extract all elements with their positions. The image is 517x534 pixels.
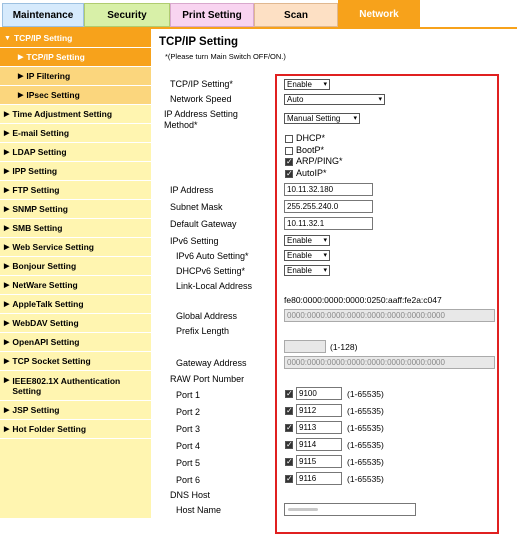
sidebar-item-label: AppleTalk Setting [12,299,84,309]
chevron-down-icon: ▾ [323,267,327,274]
triangle-right-icon: ▶ [4,320,10,327]
autoip-label: AutoIP* [296,168,327,178]
sidebar-item-label: TCP Socket Setting [12,356,91,366]
triangle-right-icon: ▶ [4,225,10,232]
ipv6-setting-label: IPv6 Setting [170,236,219,246]
chevron-down-icon: ▾ [353,115,357,122]
sidebar [0,29,151,518]
redacted-text [288,508,318,511]
ip-method-label: IP Address Setting Method* [164,109,238,130]
sidebar-item-label: WebDAV Setting [12,318,79,328]
sidebar-item-jsp[interactable] [0,401,151,420]
port-4-input[interactable]: 9114 [296,438,342,451]
chevron-down-icon: ▾ [323,237,327,244]
restart-note: *(Please turn Main Switch OFF/ON.) [165,52,286,61]
bootp-label: BootP* [296,145,325,155]
default-gateway-label: Default Gateway [170,219,237,229]
ip-method-select[interactable]: Manual Setting ▾ [284,113,360,124]
ip-address-input[interactable]: 10.11.32.180 [284,183,373,196]
dns-host-label: DNS Host [170,490,211,500]
triangle-right-icon: ▶ [4,168,10,175]
sidebar-item-label: LDAP Setting [12,147,67,157]
network-speed-select[interactable]: Auto ▾ [284,94,385,105]
arp-ping-label: ARP/PING* [296,156,343,166]
default-gateway-input[interactable]: 10.11.32.1 [284,217,373,230]
sidebar-item-time-adjustment[interactable] [0,105,151,124]
port-2-range: (1-65535) [347,406,384,416]
triangle-right-icon: ▶ [4,206,10,213]
triangle-right-icon: ▶ [4,244,10,251]
sidebar-item-smb[interactable] [0,219,151,238]
sidebar-item-label: TCP/IP Setting [13,33,73,43]
triangle-right-icon: ▶ [4,111,10,118]
port-2-label: Port 2 [176,407,201,417]
chevron-down-icon: ▾ [323,252,327,259]
subnet-mask-input[interactable]: 255.255.240.0 [284,200,373,213]
tcpip-setting-label: TCP/IP Setting* [170,79,233,89]
arp-ping-checkbox[interactable]: ✓ [286,157,293,166]
port-1-label: Port 1 [176,390,201,400]
sidebar-item-label: IPP Setting [12,166,58,176]
sidebar-item-email[interactable] [0,124,151,143]
gateway-address-label: Gateway Address [176,358,247,368]
sidebar-item-netware[interactable] [0,276,151,295]
port-5-input[interactable]: 9115 [296,455,342,468]
port-2-checkbox[interactable]: ✓ [286,406,293,415]
sidebar-item-ieee8021x[interactable] [0,371,151,401]
triangle-right-icon: ▶ [4,407,10,414]
triangle-right-icon: ▶ [4,301,10,308]
sidebar-item-hot-folder[interactable] [0,420,151,439]
triangle-right-icon: ▶ [4,377,10,384]
tcpip-setting-select[interactable]: Enable ▾ [284,79,330,90]
prefix-length-label: Prefix Length [176,326,230,336]
dhcp-checkbox[interactable] [285,135,293,143]
tab-scan[interactable]: Scan [254,3,338,27]
host-name-label: Host Name [176,505,222,515]
gateway-address-input[interactable]: 0000:0000:0000:0000:0000:0000:0000:0000 [284,356,495,369]
tab-bar [0,0,517,28]
sidebar-item-label: Hot Folder Setting [12,424,87,434]
triangle-right-icon: ▶ [4,282,10,289]
prefix-length-input[interactable] [284,340,326,353]
triangle-right-icon: ▶ [4,426,10,433]
raw-port-label: RAW Port Number [170,374,245,384]
port-6-input[interactable]: 9116 [296,472,342,485]
sidebar-item-label: Bonjour Setting [12,261,77,271]
sidebar-item-label: TCP/IP Setting [26,52,85,62]
chevron-down-icon: ▾ [378,96,382,103]
autoip-checkbox[interactable]: ✓ [286,169,293,178]
sidebar-filler [0,439,151,518]
dhcpv6-label: DHCPv6 Setting* [176,266,246,276]
dhcpv6-select[interactable]: Enable ▾ [284,265,330,276]
sidebar-item-label: IP Filtering [26,71,71,81]
network-speed-label: Network Speed [170,94,232,104]
sidebar-item-webdav[interactable] [0,314,151,333]
ipv6-auto-select[interactable]: Enable ▾ [284,250,330,261]
sidebar-item-ftp[interactable] [0,181,151,200]
sidebar-item-ldap[interactable] [0,143,151,162]
sidebar-item-label: E-mail Setting [12,128,70,138]
sidebar-item-label: JSP Setting [12,405,60,415]
sidebar-item-tcpip-setting-sub[interactable] [0,48,151,67]
sidebar-item-label: IPsec Setting [26,90,80,100]
host-name-input[interactable] [284,503,416,516]
port-5-checkbox[interactable]: ✓ [286,457,293,466]
triangle-right-icon: ▶ [4,339,10,346]
triangle-right-icon: ▶ [4,149,10,156]
sidebar-item-ipp[interactable] [0,162,151,181]
port-6-checkbox[interactable]: ✓ [286,474,293,483]
sidebar-item-label: SMB Setting [12,223,63,233]
sidebar-item-label: FTP Setting [12,185,60,195]
global-address-label: Global Address [176,311,238,321]
triangle-right-icon: ▶ [4,358,10,365]
subnet-mask-label: Subnet Mask [170,202,223,212]
triangle-down-icon: ▼ [4,34,11,42]
tab-security[interactable]: Security [84,3,170,27]
ipv6-setting-select[interactable]: Enable ▾ [284,235,330,246]
port-6-label: Port 6 [176,475,201,485]
port-3-label: Port 3 [176,424,201,434]
prefix-range-text: (1-128) [330,342,358,352]
port-4-label: Port 4 [176,441,201,451]
global-address-input[interactable]: 0000:0000:0000:0000:0000:0000:0000:0000 [284,309,495,322]
link-local-label: Link-Local Address [176,281,253,291]
triangle-right-icon: ▶ [18,92,24,99]
sidebar-item-label: Web Service Setting [12,242,94,252]
sidebar-item-web-service[interactable] [0,238,151,257]
port-2-input[interactable]: 9112 [296,404,342,417]
ip-address-label: IP Address [170,185,214,195]
triangle-right-icon: ▶ [18,54,24,61]
chevron-down-icon: ▾ [323,81,327,88]
sidebar-item-snmp[interactable] [0,200,151,219]
port-6-range: (1-65535) [347,474,384,484]
sidebar-item-label: Time Adjustment Setting [12,109,113,119]
sidebar-item-label: IEEE802.1X Authentication Setting [12,376,121,396]
triangle-right-icon: ▶ [4,263,10,270]
port-1-range: (1-65535) [347,389,384,399]
sidebar-item-label: OpenAPI Setting [12,337,80,347]
port-1-checkbox[interactable]: ✓ [286,389,293,398]
triangle-right-icon: ▶ [4,130,10,137]
sidebar-item-tcp-socket[interactable] [0,352,151,371]
port-5-range: (1-65535) [347,457,384,467]
port-5-label: Port 5 [176,458,201,468]
page-title: TCP/IP Setting [159,36,239,48]
ipv6-auto-label: IPv6 Auto Setting* [176,251,249,261]
sidebar-item-tcpip-setting[interactable] [0,29,151,48]
main-content [151,29,517,518]
triangle-right-icon: ▶ [4,187,10,194]
sidebar-item-label: NetWare Setting [12,280,78,290]
port-1-input[interactable]: 9100 [296,387,342,400]
sidebar-item-label: SNMP Setting [12,204,68,214]
tab-print-setting[interactable]: Print Setting [170,3,254,27]
sidebar-item-appletalk[interactable] [0,295,151,314]
port-3-checkbox[interactable]: ✓ [286,423,293,432]
port-4-checkbox[interactable]: ✓ [286,440,293,449]
sidebar-item-ip-filtering[interactable] [0,67,151,86]
sidebar-item-openapi[interactable] [0,333,151,352]
bootp-checkbox[interactable] [285,147,293,155]
sidebar-item-ipsec-setting[interactable] [0,86,151,105]
port-3-input[interactable]: 9113 [296,421,342,434]
dhcp-label: DHCP* [296,133,326,143]
port-3-range: (1-65535) [347,423,384,433]
sidebar-item-bonjour[interactable] [0,257,151,276]
tab-maintenance[interactable]: Maintenance [2,3,84,27]
triangle-right-icon: ▶ [18,73,24,80]
port-4-range: (1-65535) [347,440,384,450]
link-local-value: fe80:0000:0000:0000:0250:aaff:fe2a:c047 [284,295,442,305]
tab-network[interactable]: Network [338,0,420,28]
